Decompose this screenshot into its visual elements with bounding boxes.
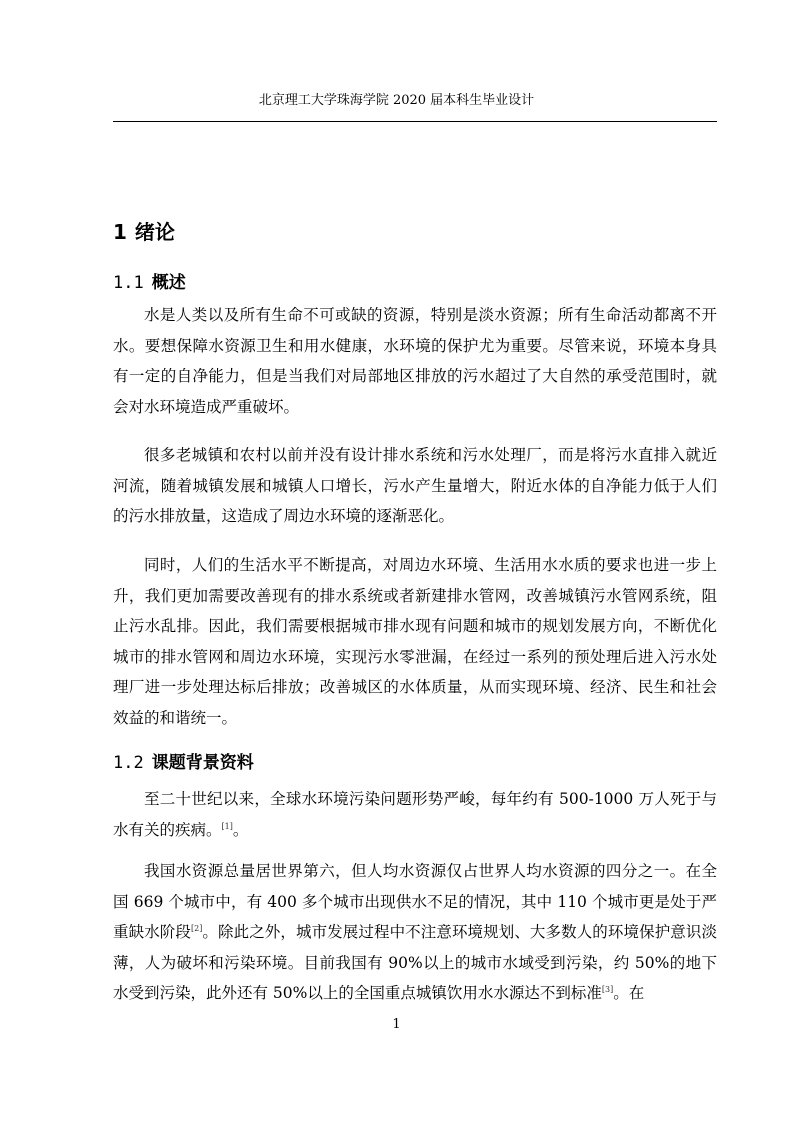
chapter-heading bbox=[113, 218, 175, 246]
citation-link[interactable]: [3] bbox=[601, 985, 614, 995]
section-number: 1.2 bbox=[113, 753, 144, 773]
paragraph-text: 。在 bbox=[613, 984, 645, 1003]
header-divider bbox=[113, 121, 717, 122]
chapter-title: 绪论 bbox=[134, 220, 175, 244]
paragraph-text: 。除此之外，城市发展过程中不注意环境规划、大多数人的环境保护意识淡薄，人为破坏和污染环境。目前我国有 90%以上的城市水域受到污染，约 50%的地下水受到污染，此外还有 50%以上的全国重点城镇饮用水水源达不到标准 bbox=[113, 923, 717, 1003]
page-number: 1 bbox=[392, 1017, 401, 1032]
paragraph: 很多老城镇和农村以前并没有设计排水系统和污水处理厂，而是将污水直排入就近河流，随着城镇发展和城镇人口增长，污水产生量增大，附近水体的自净能力低于人们的污水排放量，这造成了周边水环境的逐渐恶化。 bbox=[113, 446, 717, 526]
paragraph-text: 我国水资源总量居世界第六，但人均水资源仅占世界人均水资源的四分之一。在全国 669 个城市中，有 400 多个城市出现供水不足的情况，其中 110 个城市更是处于严重缺水阶段 bbox=[113, 862, 717, 942]
citation-link[interactable]: [2] bbox=[190, 924, 203, 934]
section-title: 课题背景资料 bbox=[151, 753, 254, 773]
paragraph bbox=[113, 784, 717, 845]
section-heading-overview bbox=[113, 271, 186, 295]
running-header: 北京理工大学珠海学院 2020 届本科生毕业设计 bbox=[258, 93, 535, 108]
paragraph: 水是人类以及所有生命不可或缺的资源，特别是淡水资源；所有生命活动都离不开水。要想保障水资源卫生和用水健康，水环境的保护尤为重要。尽管来说，环境本身具有一定的自净能力，但是当我们对局部地区排放的污水超过了大自然的承受范围时，就会对水环境造成严重破坏。 bbox=[113, 306, 717, 416]
citation-link[interactable]: [1] bbox=[221, 821, 233, 831]
section-heading-background bbox=[113, 751, 254, 775]
paragraph: 同时，人们的生活水平不断提高，对周边水环境、生活用水水质的要求也进一步上升，我们更加需要改善现有的排水系统或者新建排水管网，改善城镇污水管网系统，阻止污水乱排。因此，我们需要根据城市排水现有问题和城市的规划发展方向，不断优化城市的排水管网和周边水环境，实现污水零泄漏，在经过一系列的预处理后进入污水处理厂进一步处理达标后排放；改善城区的水体质量，从而实现环境、经济、民生和社会效益的和谐统一。 bbox=[113, 556, 717, 727]
paragraph-text: 。 bbox=[232, 820, 249, 839]
section-title: 概述 bbox=[151, 273, 186, 293]
chapter-number: 1 bbox=[113, 220, 127, 244]
paragraph bbox=[113, 856, 717, 1009]
paragraph-text: 至二十世纪以来，全球水环境污染问题形势严峻，每年约有 500-1000 万人死于与水有关的疾病。 bbox=[113, 790, 717, 839]
section-number: 1.1 bbox=[113, 273, 144, 293]
